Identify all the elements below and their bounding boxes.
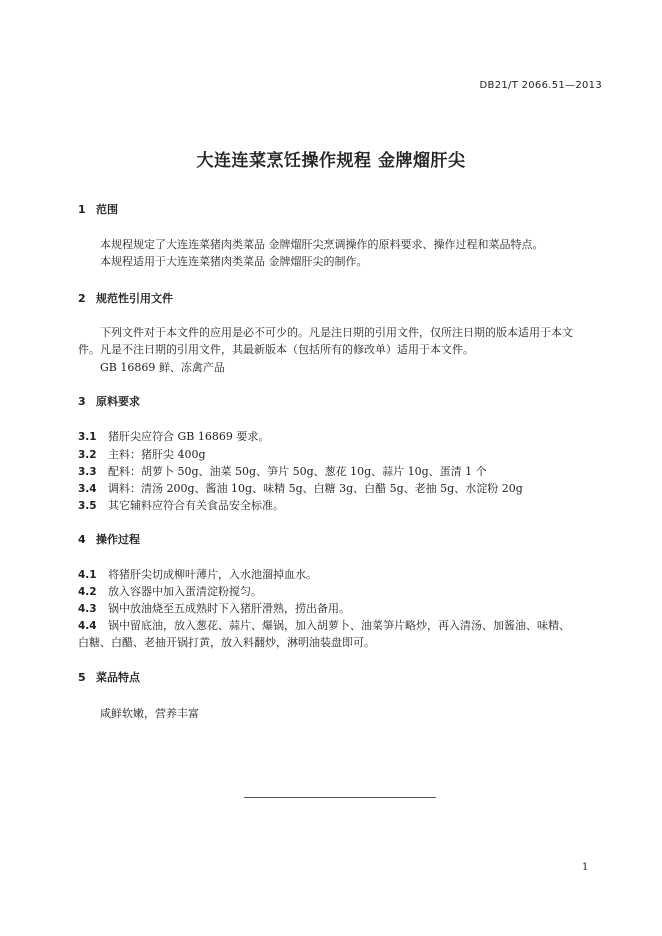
clause-item <box>78 497 284 513</box>
clause-text: 将猪肝尖切成柳叶薄片，入水池溜掉血水。 <box>108 568 317 581</box>
section-number: 2 <box>78 292 86 305</box>
section-heading-scope <box>78 201 118 217</box>
clause-text: 放入容器中加入蛋清淀粉搅匀。 <box>108 585 262 598</box>
section-title: 范围 <box>96 203 118 216</box>
section-heading-process <box>78 531 140 547</box>
page-number: 1 <box>582 862 589 873</box>
clause-text: 主料：猪肝尖 400g <box>108 448 206 461</box>
clause-item <box>78 480 523 496</box>
clause-text: 调料：清汤 200g、酱油 10g、味精 5g、白糖 3g、白醋 5g、老抽 5g、水淀粉 20g <box>108 482 523 495</box>
section-title: 菜品特点 <box>96 671 140 684</box>
clause-number: 3.2 <box>78 449 97 461</box>
paragraph: 下列文件对于本文件的应用是必不可少的。凡是注日期的引用文件，仅所注日期的版本适用于本文 <box>100 326 573 339</box>
clause-text: 锅中放油烧至五成熟时下入猪肝滑熟，捞出备用。 <box>108 602 350 615</box>
clause-number: 4.4 <box>78 620 97 632</box>
clause-number: 4.2 <box>78 586 97 598</box>
clause-item <box>78 428 269 444</box>
clause-item <box>78 446 206 462</box>
reference-entry: GB 16869 鲜、冻禽产品 <box>100 361 225 374</box>
section-heading-features <box>78 669 140 685</box>
paragraph: 本规程规定了大连连菜猪肉类菜品 金牌熘肝尖烹调操作的原料要求、操作过程和菜品特点。 <box>100 238 544 251</box>
clause-number: 3.3 <box>78 466 97 478</box>
document-code: DB21/T 2066.51—2013 <box>479 80 602 91</box>
clause-text: 配料：胡萝卜 50g、油菜 50g、笋片 50g、葱花 10g、蒜片 10g、蛋清 1 个 <box>108 465 487 478</box>
paragraph: 件。凡是不注日期的引用文件，其最新版本（包括所有的修改单）适用于本文件。 <box>78 343 474 356</box>
clause-number: 3.1 <box>78 431 97 443</box>
end-rule <box>244 797 436 798</box>
clause-number: 4.1 <box>78 569 97 581</box>
clause-item <box>78 583 262 599</box>
section-number: 4 <box>78 533 86 546</box>
clause-text: 其它辅料应符合有关食品安全标准。 <box>108 499 284 512</box>
clause-text: 锅中留底油，放入葱花、蒜片、爆锅，加入胡萝卜、油菜笋片略炒，再入清汤、加酱油、味精、 <box>108 619 570 632</box>
section-number: 1 <box>78 203 86 216</box>
section-number: 3 <box>78 395 86 408</box>
clause-item <box>78 617 570 633</box>
paragraph: 咸鲜软嫩，营养丰富 <box>100 707 199 720</box>
clause-number: 3.5 <box>78 500 97 512</box>
clause-item <box>78 600 350 616</box>
section-heading-materials <box>78 393 140 409</box>
clause-item <box>78 463 487 479</box>
paragraph: 本规程适用于大连连菜猪肉类菜品 金牌熘肝尖的制作。 <box>100 255 368 268</box>
clause-text: 猪肝尖应符合 GB 16869 要求。 <box>108 430 270 443</box>
section-number: 5 <box>78 671 86 684</box>
section-title: 规范性引用文件 <box>96 292 173 305</box>
clause-number: 3.4 <box>78 483 97 495</box>
clause-item <box>78 566 317 582</box>
clause-number: 4.3 <box>78 603 97 615</box>
section-title: 原料要求 <box>96 395 140 408</box>
clause-continuation: 白糖、白醋、老抽开锅打黄，放入料翻炒，淋明油装盘即可。 <box>78 636 375 649</box>
document-title: 大连连菜烹饪操作规程 金牌熘肝尖 <box>196 151 466 171</box>
section-heading-references <box>78 290 173 306</box>
section-title: 操作过程 <box>96 533 140 546</box>
